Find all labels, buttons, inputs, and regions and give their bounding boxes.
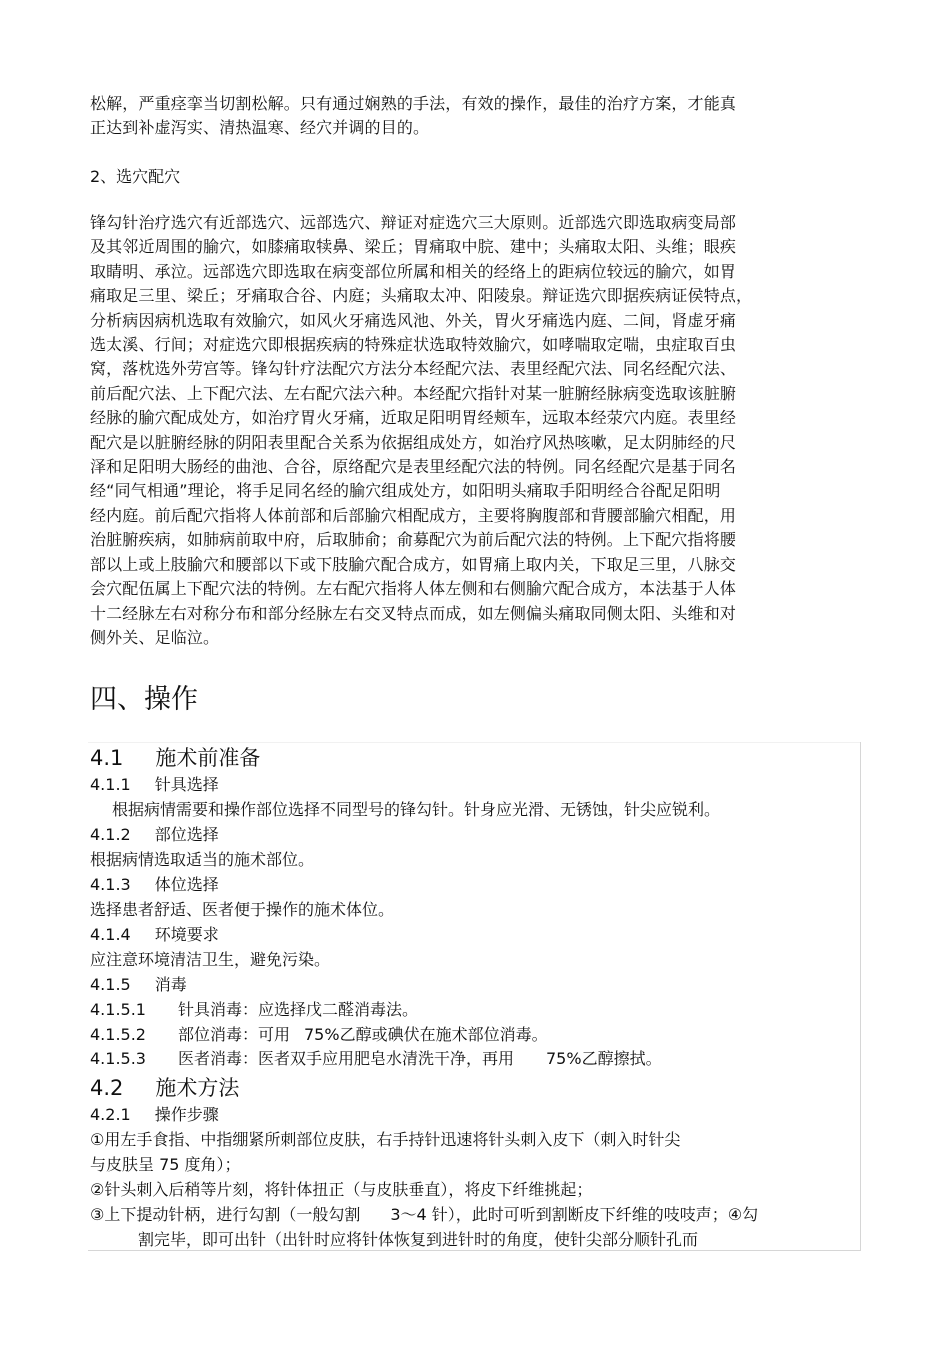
heading-4-1-1 [90,774,219,796]
item-number: 4.1.5.3 [90,1049,146,1068]
top-paragraph [90,92,820,141]
heading-number: 4.1.2 [90,825,131,844]
heading-number: 4.2.1 [90,1105,131,1124]
text-line: 及其邻近周围的腧穴，如膝痛取犊鼻、梁丘；胃痛取中脘、建中；头痛取太阳、头维；眼疾 [90,237,737,257]
text-line: 松解，严重痉挛当切割松解。只有通过娴熟的手法，有效的操作，最佳的治疗方案，才能真 [90,94,737,113]
heading-number: 4.1.4 [90,925,131,944]
heading-4-1-3 [90,874,219,896]
step-line: 割完毕，即可出针（出针时应将针体恢复到进针时的角度，使针尖部分顺针孔而 [138,1230,699,1249]
item-text: 部位消毒：可用 [177,1025,290,1044]
step-line: 与皮肤呈 75 度角）； [90,1155,241,1174]
heading-text: 消毒 [154,975,187,994]
item-text: 75%乙醇或碘伏在施术部位消毒。 [304,1025,548,1044]
heading-number: 4.1.3 [90,875,131,894]
text-line: 部以上或上肢腧穴和腰部以下或下肢腧穴配合成方，如胃痛上取内关，下取足三里，八脉交 [90,554,737,574]
heading-4-1-2 [90,824,219,846]
heading-4-1 [90,744,260,772]
heading-text: 环境要求 [154,925,219,944]
text-line: 痛取足三里、梁丘；牙痛取合谷、内庭；头痛取太冲、阳陵泉。辩证选穴即据疾病证侯特点， [90,286,753,306]
subheading-select-points: 2、选穴配穴 [90,167,181,186]
text-line: 前后配穴法、上下配穴法、左右配穴法六种。本经配穴指针对某一脏腑经脉病变选取该脏腑 [90,383,737,403]
text-line: 治脏腑疾病，如肺病前取中府，后取肺俞；俞募配穴为前后配穴法的特例。上下配穴指将腰 [90,530,737,550]
text-line: 分析病因病机选取有效腧穴，如风火牙痛选风池、外关，胃火牙痛选内庭、二间，肾虚牙痛 [90,310,737,330]
body-4-1-3: 选择患者舒适、医者便于操作的施术体位。 [90,900,395,919]
text-line: 十二经脉左右对称分布和部分经脉左右交叉特点而成，如左侧偏头痛取同侧太阳、头维和对 [90,603,737,623]
heading-number: 4.2 [90,1076,124,1100]
text-line: 锋勾针治疗选穴有近部选穴、远部选穴、辩证对症选穴三大原则。近部选穴即选取病变局部 [90,213,737,232]
body-4-1-4: 应注意环境清洁卫生，避免污染。 [90,950,331,969]
item-text: 75%乙醇擦拭。 [546,1049,662,1068]
heading-number: 4.1 [90,746,124,770]
item-4-1-5-2 [90,1024,548,1046]
heading-text: 部位选择 [154,825,219,844]
item-number: 4.1.5.2 [90,1025,146,1044]
text-line: 经内庭。前后配穴指将人体前部和后部腧穴相配成方，主要将胸腹部和背腰部腧穴相配，用 [90,505,737,525]
heading-4-2-1 [90,1104,219,1126]
step-line [90,1204,758,1226]
item-4-1-5-3 [90,1048,662,1070]
heading-text: 施术前准备 [155,746,261,770]
text-line: 配穴是以脏腑经脉的阴阳表里配合关系为依据组成处方，如治疗风热咳嗽，足太阴肺经的尺 [90,432,737,452]
text-line: 窝，落枕选外劳宫等。锋勾针疗法配穴方法分本经配穴法、表里经配穴法、同名经配穴法、 [90,359,737,379]
step-line: ②针头刺入后稍等片刻，将针体扭正（与皮肤垂直），将皮下纤维挑起； [90,1180,593,1199]
body-4-1-2: 根据病情选取适当的施术部位。 [90,850,315,869]
text-line: 会穴配伍属上下配穴法的特例。左右配穴指将人体左侧和右侧腧穴配合成方，本法基于人体 [90,579,737,599]
heading-text: 操作步骤 [154,1105,219,1124]
text-line: 经“同气相通”理论，将手足同名经的腧穴组成处方，如阳明头痛取手阳明经合谷配足阳明 [90,481,721,501]
heading-text: 施术方法 [155,1076,240,1100]
heading-number: 4.1.1 [90,775,131,794]
heading-4-1-5 [90,974,187,996]
text-line: 经脉的腧穴配成处方，如治疗胃火牙痛，近取足阳明胃经颊车，远取本经荥穴内庭。表里经 [90,408,737,428]
text-line: 正达到补虚泻实、清热温寒、经穴并调的目的。 [90,118,430,138]
item-4-1-5-1 [90,999,418,1021]
step-line: ①用左手食指、中指绷紧所刺部位皮肤，右手持针迅速将针头刺入皮下（刺入时针尖 [90,1130,681,1149]
step-text: 3～4 针），此时可听到割断皮下纤维的吱吱声；④勾 [390,1205,759,1224]
text-line: 泽和足阳明大肠经的曲池、合谷，原络配穴是表里经配穴法的特例。同名经配穴是基于同名 [90,457,737,477]
main-paragraph [90,211,820,650]
item-number: 4.1.5.1 [90,1000,146,1019]
heading-text: 针具选择 [154,775,219,794]
heading-4-2 [90,1074,239,1102]
heading-number: 4.1.5 [90,975,131,994]
section-title: 四、操作 [90,684,198,715]
heading-4-1-4 [90,924,219,946]
step-text: ③上下提动针柄，进行勾割（一般勾割 [90,1205,361,1224]
text-line: 侧外关、足临泣。 [90,627,220,647]
item-text: 针具消毒：应选择戊二醛消毒法。 [177,1000,418,1019]
frame-top-rule [88,742,860,743]
text-line: 选太溪、行间；对症选穴即根据疾病的特殊症状选取特效腧穴，如哮喘取定喘，虫症取百虫 [90,335,737,355]
heading-text: 体位选择 [154,875,219,894]
text-line: 取睛明、承泣。远部选穴即选取在病变部位所属和相关的经络上的距病位较远的腧穴，如胃 [90,261,737,281]
item-text: 医者消毒：医者双手应用肥皂水清洗干净，再用 [177,1049,514,1068]
body-4-1-1: 根据病情需要和操作部位选择不同型号的锋勾针。针身应光滑、无锈蚀，针尖应锐利。 [112,800,721,819]
